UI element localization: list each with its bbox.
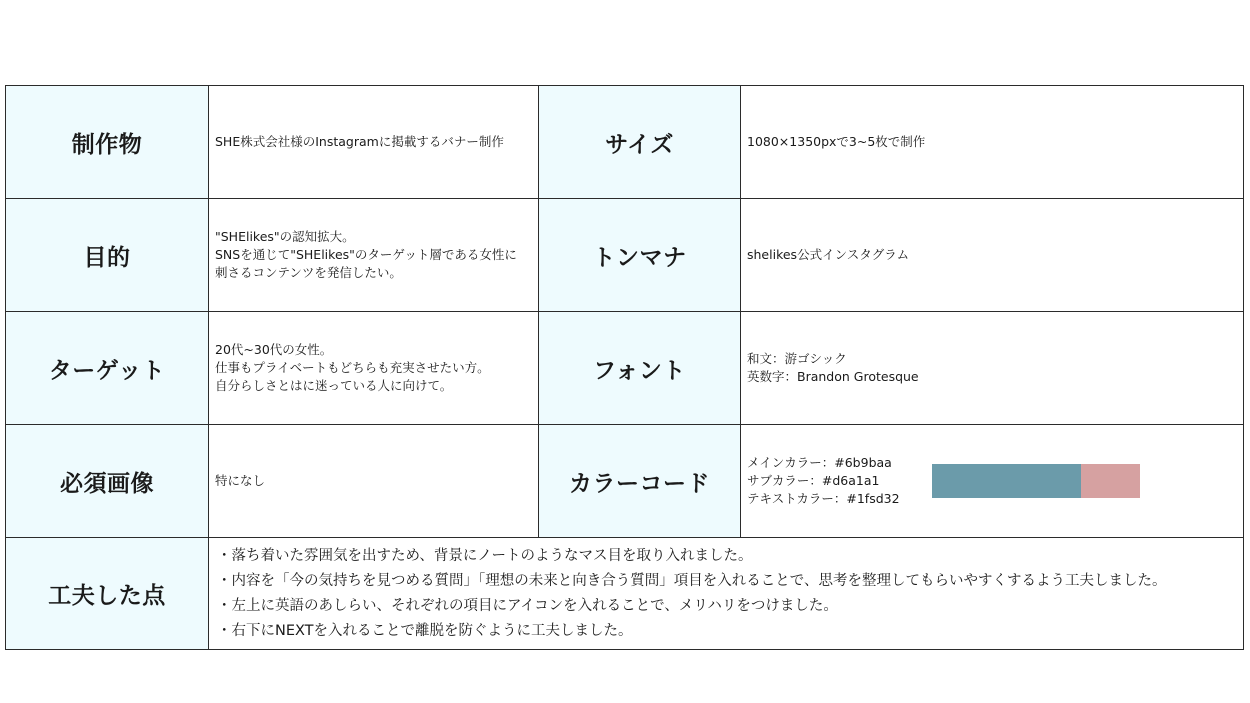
value-notes [209,538,1244,650]
value-tone-manner [741,199,1244,312]
label-notes: 工夫した点 [6,538,209,650]
color-main-line: メインカラー：#6b9baa [747,455,892,470]
value-target [209,312,539,425]
color-sub-line: サブカラー：#d6a1a1 [747,473,880,488]
value-size [741,86,1244,199]
font-line-2: 英数字：Brandon Grotesque [747,369,919,384]
size-line: 1080×1350pxで3~5枚で制作 [747,134,926,149]
note-item-4: ・右下にNEXTを入れることで離脱を防ぐように工夫しました。 [217,622,633,639]
row-target [6,312,1244,425]
row-deliverable [6,86,1244,199]
label-required-images: 必須画像 [6,425,209,538]
purpose-line-2: SNSを通じて"SHElikes"のターゲット層である女性に [215,247,517,262]
label-size: サイズ [539,86,741,199]
tone-manner-line: shelikes公式インスタグラム [747,247,910,262]
value-required-images [209,425,539,538]
row-required-images [6,425,1244,538]
target-line-3: 自分らしさとはに迷っている人に向けて。 [215,378,453,393]
color-text-line: テキストカラー：#1fsd32 [747,491,900,506]
target-line-2: 仕事もプライベートもどちらも充実させたい方。 [215,360,490,375]
color-swatches [932,464,1140,498]
sub-color-swatch [1081,464,1140,498]
target-line-1: 20代~30代の女性。 [215,342,333,357]
color-code-list [747,454,900,508]
purpose-line-3: 刺さるコンテンツを発信したい。 [215,265,402,280]
deliverable-line: SHE株式会社様のInstagramに掲載するバナー制作 [215,134,504,149]
required-images-line: 特になし [215,473,266,488]
label-purpose: 目的 [6,199,209,312]
value-purpose [209,199,539,312]
row-notes [6,538,1244,650]
row-purpose [6,199,1244,312]
note-item-1: ・落ち着いた雰囲気を出すため、背景にノートのようなマス目を取り入れました。 [217,547,753,564]
brief-table [5,85,1244,650]
label-color-code: カラーコード [539,425,741,538]
label-target: ターゲット [6,312,209,425]
font-line-1: 和文：游ゴシック [747,351,847,366]
value-deliverable [209,86,539,199]
value-color-code [741,425,1244,538]
purpose-line-1: "SHElikes"の認知拡大。 [215,229,355,244]
main-color-swatch [932,464,1081,498]
label-tone-manner: トンマナ [539,199,741,312]
label-deliverable: 制作物 [6,86,209,199]
note-item-3: ・左上に英語のあしらい、それぞれの項目にアイコンを入れることで、メリハリをつけました。 [217,597,838,614]
value-font [741,312,1244,425]
label-font: フォント [539,312,741,425]
note-item-2: ・内容を「今の気持ちを見つめる質問」「理想の未来と向き合う質問」項目を入れることで、思考を整理してもらいやすくするよう工夫しました。 [217,572,1167,589]
